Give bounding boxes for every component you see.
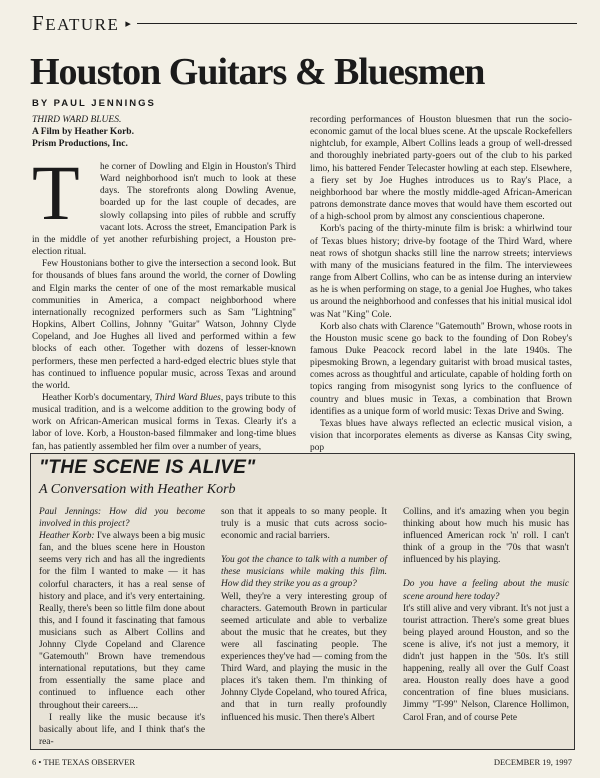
interview-answer: It's still alive and very vibrant. It's not just a tourist attraction. There's some great blues being played around Houston, and so the scene is alive, it's not just a memory, it didn't just happen in the '50s. It's still happening, really all over the Gulf Coast area. Houston really does have a good concentration of fine blues musicians. Jimmy "T-99" Nelson, Clarence Hollimon, Carol Fran, and of course Pete [403,603,569,723]
interview-sidebar [30,453,575,750]
paragraph-text: he corner of Dowling and Elgin in Houston's Third Ward neighborhood isn't much to look at these days. The storefronts along Dowling Avenue, boarded up for the last couple of decades, are slowly collapsing into piles of rubble and scruffy vacant lots. Across the street, Emancipation Park is in the middle of yet another refurbishing project, a Houston pre-election ritual. [32,162,296,258]
article-paragraph: Korb also chats with Clarence "Gatemouth" Brown, whose roots in the Houston music scene go back to the founding of Don Robey's famous Duke Peacock record label in the late 1940s. The pipesmoking Brown, a legendary guitarist with broad musical tastes, comes across as thoughtful and articulate, capable of holding forth on topics ranging from misogynist song lyrics to the confluence of country and blues music in Texas, a combination that Brown identifies as a unique form of world music: Texas Drive and Swing. [310,321,572,417]
drop-cap: T [32,149,80,236]
film-director: A Film by Heather Korb. [32,127,134,137]
article-column-left [32,149,296,453]
film-title-inline: Third Ward Blues [154,392,221,403]
interview-answer: son that it appeals to so many people. It truly is a music that cuts across socio-economic and racial barriers. [221,507,387,542]
article-paragraph [32,149,296,258]
sidebar-subtitle: A Conversation with Heather Korb [39,482,236,497]
article-paragraph [32,392,296,453]
interview-answer [39,530,205,711]
film-credit [32,114,262,150]
byline: BY PAUL JENNINGS [32,98,156,109]
sidebar-title: "THE SCENE IS ALIVE" [39,457,256,478]
article-paragraph: Korb's pacing of the thirty-minute film is brisk: a whirlwind tour of Texas blues history; drive-by footage of the Third Ward, where neat rows of shotgun shacks still line the narrow streets; interviews with many of the musicians featured in the film. The interviewees range from Albert Collins, who can be as intense during an interview as he is when performing on stage, to a genial Joe Hughes, who takes us around the neighborhood and confesses that his initial musical idol was Nat "King" Cole. [310,224,572,320]
page-footer-date: DECEMBER 19, 1997 [493,757,572,767]
speaker-name: Heather Korb: [39,531,95,542]
article-paragraph: Few Houstonians bother to give the intersection a second look. But for thousands of blues fans around the world, the corner of Dowling and Elgin marks the center of one of the most remarkable musical communities in America, a compact neighborhood where internationally recognized performers such as Sam "Lightning" Hopkins, Albert Collins, Johnny "Guitar" Watson, Johnny Clyde Copeland, and Joe Hughes all lived and performed within a few blocks of each other. Together with dozens of lesser-known performers, these men perfected a hard-edged electric blues style that has continued to influence popular music, across Texas and around the world. [32,259,296,391]
article-paragraph: recording performances of Houston bluesmen that run the socio-economic gamut of the local blues scene. At the upscale Rockefellers nightclub, for example, Albert Collins leads a group of well-dressed and thoroughly inebriated party-goers out of the club to his parked limo, his battered Fender Telecaster howling at each step. Elsewhere, a fiery set by Joe Hughes introduces us to Ray's Place, a neighborhood bar where the mostly middle-aged African-American patrons demonstrate dance moves that would have them escorted out of a high-school prom by almost any conscientious chaperone. [310,115,572,223]
article-paragraph: Texas blues have always reflected an eclectic musical vision, a vision that incorporates elements as diverse as Kansas City swing, pop [310,418,572,454]
paragraph-text: , pays tribute to this musical tradition, and is a welcome addition to the growing body of work on African-American musical forms in Texas. Clearly it's a labor of love. Korb, a Houston-based filmmaker and long-time blues fan, has patiently assembled her film over a number of years, [32,392,296,452]
interview-answer: I really like the music because it's basically about life, and I think that's the rea- [39,712,205,747]
interview-answer: Collins, and it's amazing when you begin thinking about how much his music has influenced American rock 'n' roll. I can't think of a group in the '70s that wasn't influenced by his playing. [403,507,569,566]
film-producer: Prism Productions, Inc. [32,139,128,149]
section-header [32,12,577,34]
answer-text: I've always been a big music fan, and the blues scene here in Houston seems very rich and has all the ingredients for the film I wanted to make — it has colorful characters, it has a real sense of history and place, and it's very entertaining. Really, there's been so little film done about this, and I found it fascinating that famous musicians such as Albert Collins and Johnny Clyde Copeland and Clarence "Gatemouth" Brown have tremendous international reputations, but they came from essentially the same place and continued to influence each other throughout their careers.... [39,531,205,711]
section-arrow-icon: ▸ [125,17,131,30]
film-title: THIRD WARD BLUES. [32,115,122,125]
sidebar-column-3 [403,506,569,724]
page-footer-publication: 6 • THE TEXAS OBSERVER [32,757,136,767]
section-rule [137,23,577,24]
sidebar-column-2 [221,506,387,724]
interview-answer: Well, they're a very interesting group of characters. Gatemouth Brown in particular seemed articulate and able to verbalize about the music that he creates, but they were all fascinating people. The experiences they've had — coming from the Third Ward, and playing the music in the places it's taken them. I'm thinking of Johnny Clyde Copeland, who toured Africa, and that in turn really profoundly influenced his music. Then there's Albert [221,591,387,723]
paragraph-text: Heather Korb's documentary, [42,392,155,403]
section-label: FEATURE [32,10,120,35]
interview-question: You got the chance to talk with a number of these musicians while making this film. How did they strike you as a group? [221,555,387,590]
article-column-right [310,114,572,454]
interview-question: Do you have a feeling about the music scene around here today? [403,579,569,602]
sidebar-column-1 [39,506,205,748]
article-headline: Houston Guitars & Bluesmen [30,51,485,93]
interview-question: Paul Jennings: How did you become involved in this project? [39,507,205,530]
